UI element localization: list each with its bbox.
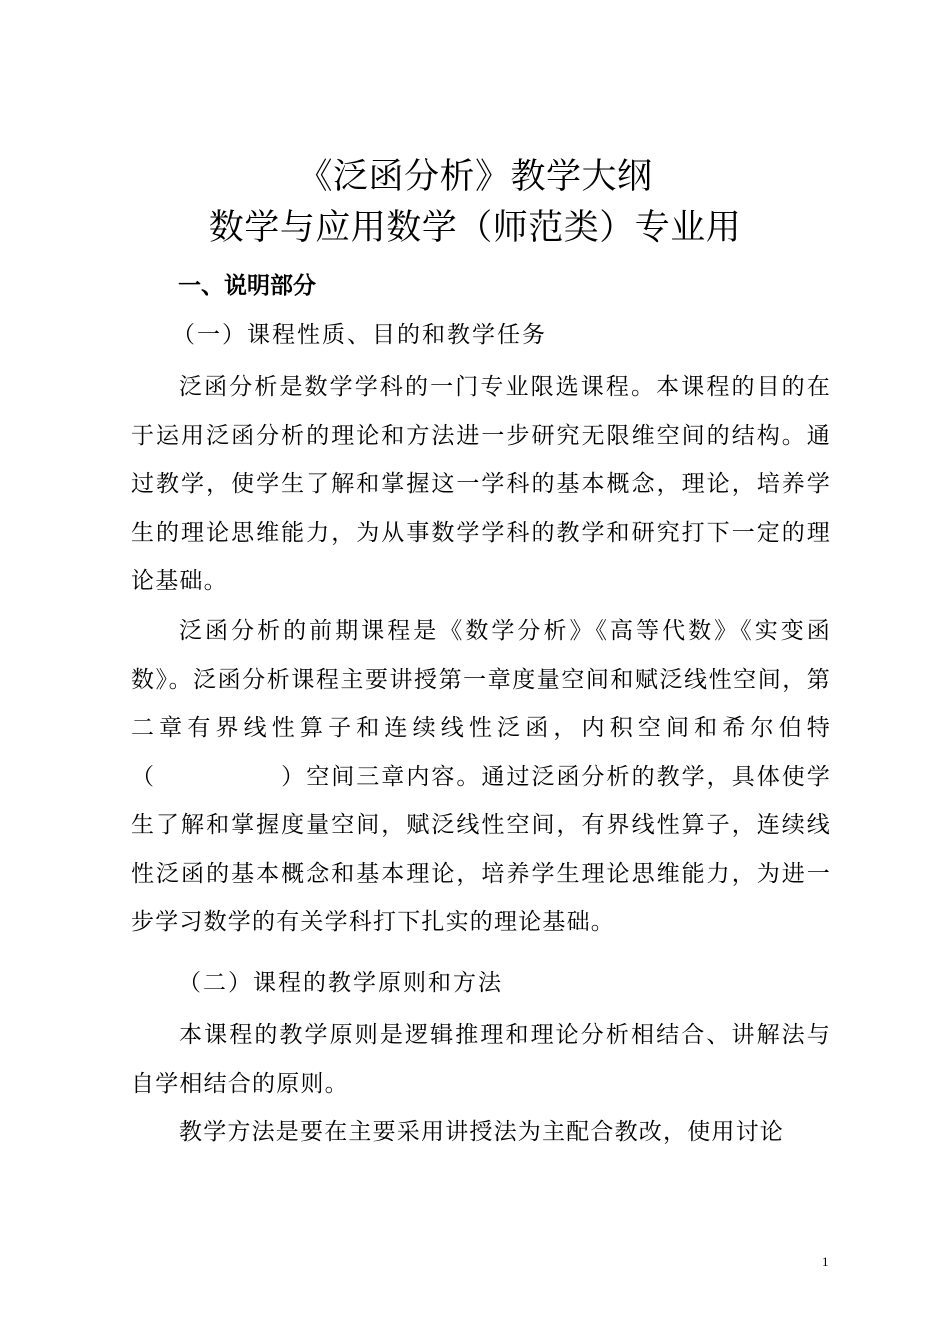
document-title: 《泛函分析》教学大纲 <box>297 157 653 197</box>
paragraph-teaching-principle: 本课程的教学原则是逻辑推理和理论分析相结合、讲解法与自学相结合的原则。 <box>131 1022 831 1097</box>
paragraph-teaching-method: 教学方法是要在主要采用讲授法为主配合教改，使用讨论 <box>179 1119 784 1145</box>
document-subtitle: 数学与应用数学（师范类）专业用 <box>208 208 742 248</box>
page-number: 1 <box>822 1254 829 1269</box>
paragraph-course-purpose: 泛函分析是数学学科的一门专业限选课程。本课程的目的在于运用泛函分析的理论和方法进一步研究无限维空间的结构。通过教学，使学生了解和掌握这一学科的基本概念，理论，培养学生的理论思维能力，为从事数学学科的教学和研究打下一定的理论基础。 <box>131 374 831 594</box>
subsection-heading-principles: （二）课程的教学原则和方法 <box>178 970 503 996</box>
section-heading-explanation: 一、说明部分 <box>178 273 316 299</box>
subsection-heading-nature: （一）课程性质、目的和教学任务 <box>172 322 547 348</box>
paragraph-course-content: 泛函分析的前期课程是《数学分析》《高等代数》《实变函数》。泛函分析课程主要讲授第一章度量空间和赋泛线性空间，第二章有界线性算子和连续线性泛函，内积空间和希尔伯特（ ）空间三章内容。通过泛函分析的教学，具体使学生了解和掌握度量空间，赋泛线性空间，有界线性算子，连续线性泛函的基本概念和基本理论，培养学生理论思维能力，为进一步学习数学的有关学科打下扎实的理论基础。 <box>131 618 831 935</box>
